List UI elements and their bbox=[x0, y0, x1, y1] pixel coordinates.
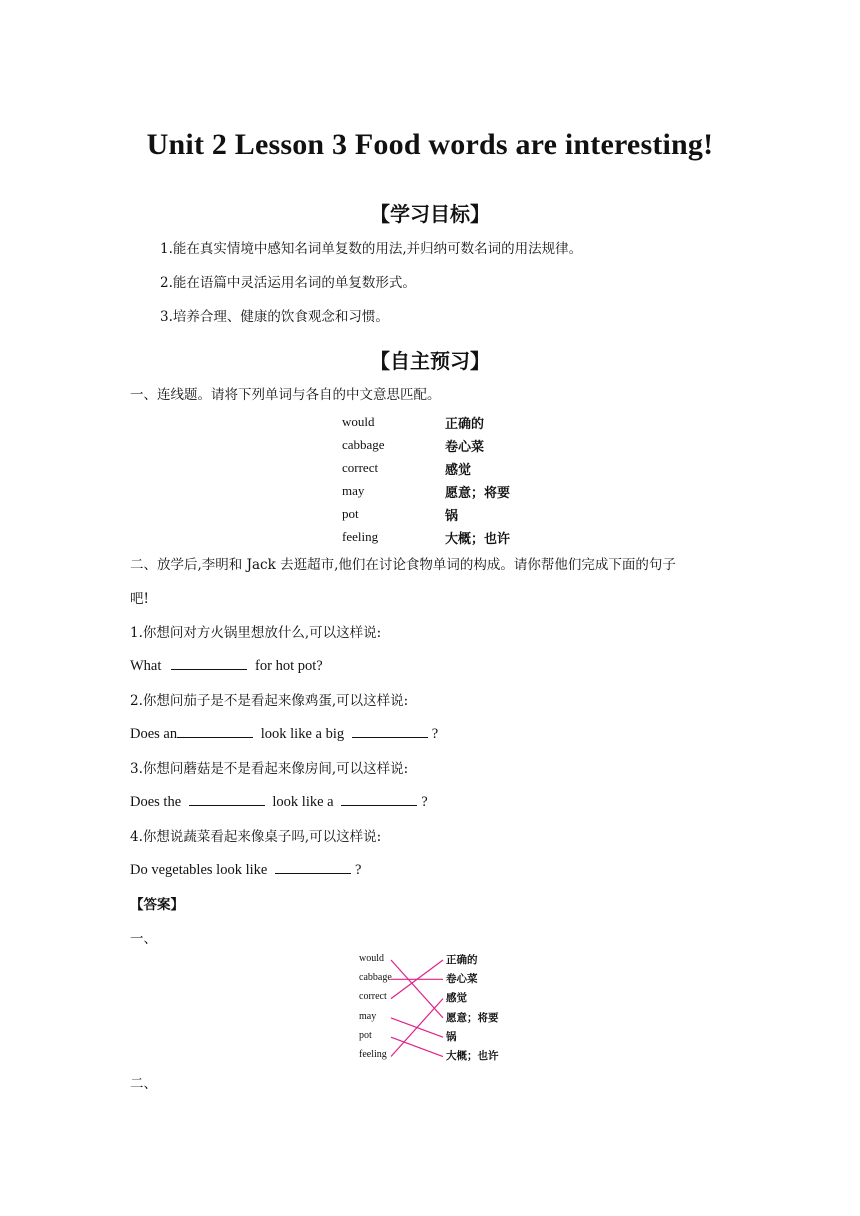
page-title: Unit 2 Lesson 3 Food words are interesting! bbox=[146, 128, 714, 161]
answer-word: may bbox=[359, 1011, 377, 1022]
answer-part1-label: 一、 bbox=[130, 931, 157, 947]
answer-word: correct bbox=[359, 991, 387, 1002]
answer-meaning: 愿意；将要 bbox=[446, 1012, 499, 1024]
item-prompt-3: 3.你想问蘑菇是不是看起来像房间,可以这样说: bbox=[130, 761, 409, 777]
answer-word: cabbage bbox=[359, 972, 392, 983]
item-prompt-1: 1.你想问对方火锅里想放什么,可以这样说: bbox=[130, 625, 382, 641]
q2-instruction-line1: 二、放学后,李明和 Jack 去逛超市,他们在讨论食物单词的构成。请你帮他们完成下面的句子 bbox=[130, 557, 676, 573]
answer-meaning: 感觉 bbox=[446, 992, 467, 1004]
item-prompt-4: 4.你想说蔬菜看起来像桌子吗,可以这样说: bbox=[130, 829, 382, 845]
meaning: 愿意；将要 bbox=[445, 486, 511, 501]
q1-instruction: 一、连线题。请将下列单词与各自的中文意思匹配。 bbox=[130, 387, 441, 403]
answer-word: would bbox=[359, 953, 384, 964]
word: would bbox=[342, 414, 375, 429]
item-sentence-1: What for hot pot? bbox=[130, 658, 323, 674]
item-sentence-2: Does an look like a big ? bbox=[130, 726, 439, 742]
meaning: 卷心菜 bbox=[445, 440, 485, 455]
match-line bbox=[391, 960, 443, 1018]
word: cabbage bbox=[342, 437, 385, 452]
word: pot bbox=[342, 506, 359, 521]
word: may bbox=[342, 483, 365, 498]
objectives-heading: 【学习目标】 bbox=[370, 202, 490, 226]
match-line bbox=[391, 1037, 443, 1056]
meaning: 感觉 bbox=[445, 463, 472, 478]
objective-item-3: 3.培养合理、健康的饮食观念和习惯。 bbox=[160, 309, 389, 325]
meaning: 正确的 bbox=[445, 417, 485, 432]
answer-word: pot bbox=[359, 1030, 372, 1041]
word: feeling bbox=[342, 529, 379, 544]
objective-item-2: 2.能在语篇中灵活运用名词的单复数形式。 bbox=[160, 275, 416, 291]
answer-meaning: 正确的 bbox=[446, 954, 478, 966]
meaning: 大概；也许 bbox=[445, 532, 511, 547]
answer-meaning: 卷心菜 bbox=[446, 973, 478, 985]
item-sentence-4: Do vegetables look like ? bbox=[130, 862, 362, 878]
answer-part2-label: 二、 bbox=[130, 1076, 157, 1092]
word: correct bbox=[342, 460, 379, 475]
answer-word: feeling bbox=[359, 1049, 387, 1060]
preview-heading: 【自主预习】 bbox=[370, 349, 490, 373]
meaning: 锅 bbox=[445, 509, 459, 524]
answer-meaning: 大概；也许 bbox=[446, 1050, 499, 1062]
item-prompt-2: 2.你想问茄子是不是看起来像鸡蛋,可以这样说: bbox=[130, 693, 409, 709]
objective-item-1: 1.能在真实情境中感知名词单复数的用法,并归纳可数名词的用法规律。 bbox=[160, 241, 583, 257]
match-line bbox=[391, 999, 443, 1057]
answer-heading: 【答案】 bbox=[130, 897, 184, 913]
item-sentence-3: Does the look like a ? bbox=[130, 794, 428, 810]
q2-instruction-line2: 吧! bbox=[130, 591, 149, 607]
answer-meaning: 锅 bbox=[446, 1031, 457, 1043]
